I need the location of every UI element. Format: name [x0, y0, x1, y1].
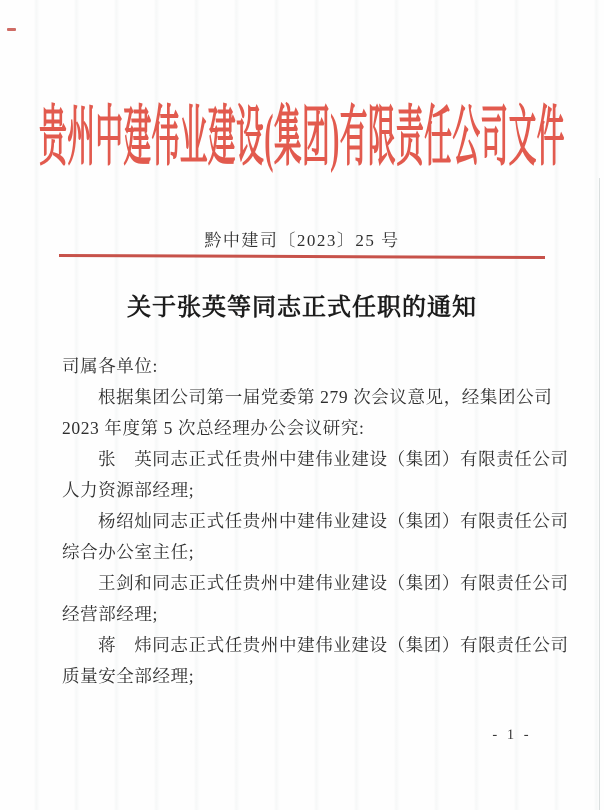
- document-body: [62, 351, 569, 692]
- document-number: 黔中建司〔2023〕25 号: [204, 231, 400, 250]
- document-header: [0, 96, 604, 180]
- body-line: 2023 年度第 5 次总经理办公会议研究:: [62, 418, 365, 438]
- scan-edge-line: [599, 178, 601, 810]
- body-line: 质量安全部经理;: [62, 666, 195, 686]
- body-line: 经营部经理;: [62, 604, 158, 624]
- body-line: 综合办公室主任;: [62, 542, 195, 562]
- company-header-title: 贵州中建伟业建设(集团)有限责任公司文件: [39, 101, 565, 174]
- page-number: - 1 -: [492, 727, 532, 743]
- body-line: 根据集团公司第一届党委第 279 次会议意见，经集团公司: [98, 387, 553, 407]
- body-line: 王剑和同志正式任贵州中建伟业建设（集团）有限责任公司: [98, 573, 569, 593]
- document-title: 关于张英等同志正式任职的通知: [127, 295, 477, 321]
- body-line: 司属各单位:: [62, 356, 158, 376]
- body-line: 杨绍灿同志正式任贵州中建伟业建设（集团）有限责任公司: [98, 511, 569, 531]
- body-line: 张 英同志正式任贵州中建伟业建设（集团）有限责任公司: [98, 449, 569, 469]
- body-line: 人力资源部经理;: [62, 480, 195, 500]
- red-separator-line: [59, 254, 545, 259]
- scan-mark: [7, 28, 16, 31]
- body-line: 蒋 炜同志正式任贵州中建伟业建设（集团）有限责任公司: [98, 635, 569, 655]
